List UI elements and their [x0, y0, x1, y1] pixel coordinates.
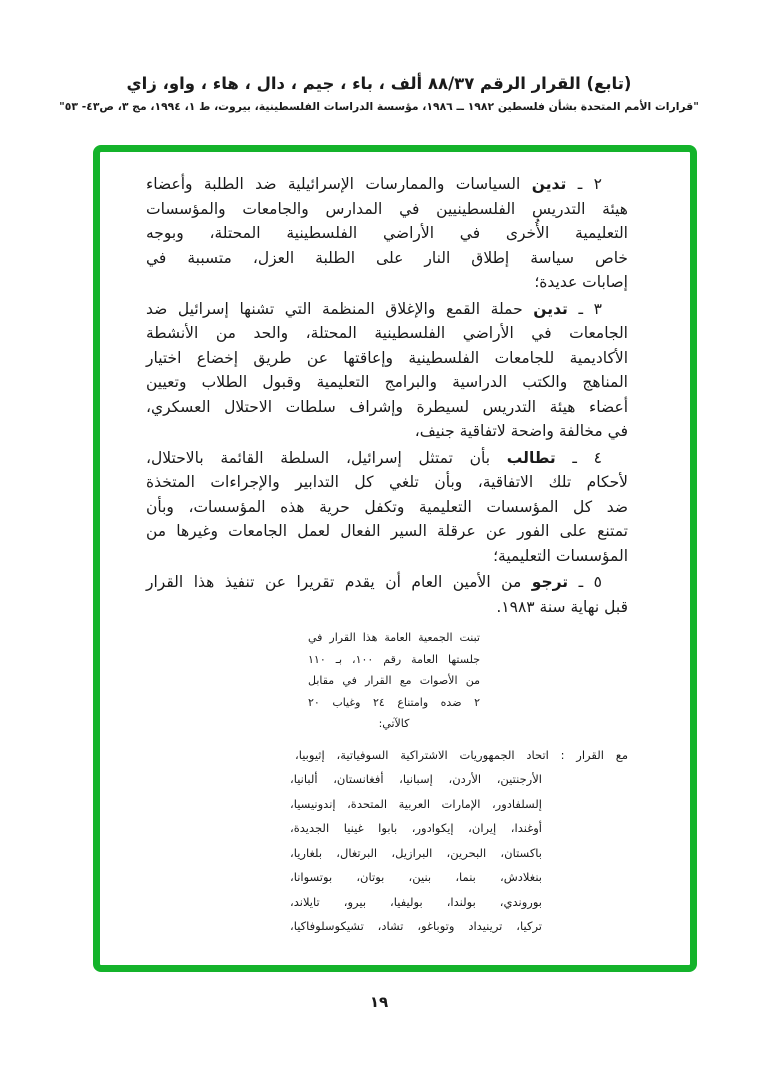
- operative-verb: تطالب: [506, 448, 556, 467]
- country-line: أوغندا، إيران، إيكوادور، بابوا غينيا الجديدة،: [290, 821, 542, 835]
- text-line: لأحكام تلك الاتفاقية، وبأن تلغي كل التدابير والإجراءات المتخذة: [146, 473, 628, 491]
- paragraph-text: من الأمين العام أن يقدم تقريرا عن تنفيذ هذا القرار: [146, 573, 522, 591]
- paragraph-text: حملة القمع والإغلاق المنظمة التي تشنها إسرائيل ضد: [146, 299, 523, 318]
- text-line: ضد كل المؤسسات التعليمية وتكفل حرية هذه المؤسسات، وبأن: [146, 497, 628, 516]
- paragraph-text: السياسات والممارسات الإسرائيلية ضد الطلبة وأعضاء: [146, 175, 521, 193]
- note-line: من الأصوات مع القرار في مقابل: [308, 674, 480, 687]
- source-citation: "قرارات الأمم المتحدة بشأن فلسطين ١٩٨٢ ــ ١٩٨٦، مؤسسة الدراسات الفلسطينية، بيروت، ط ١، ١٩٩٤، مج ٣، ص٤٣- ٥٣": [59, 100, 699, 113]
- text-line: [146, 446, 628, 471]
- note-line: تبنت الجمعية العامة هذا القرار في: [308, 631, 480, 644]
- text-line: في مخالفة واضحة لاتفاقية جنيف،: [414, 422, 628, 440]
- text-line: قبل نهاية سنة ١٩٨٣.: [496, 597, 628, 616]
- operative-verb: تدين: [531, 175, 567, 193]
- page-number: ١٩: [369, 993, 389, 1011]
- paragraph-number: ٤ ـ: [555, 448, 602, 467]
- adoption-note: [308, 627, 480, 735]
- text-line: تمتنع على الفور عن عرقلة السير الفعال لعمل الجامعات وغيرها من: [146, 522, 628, 540]
- paragraph-number: ٣ ـ: [567, 299, 602, 318]
- vote-in-favour-list: [146, 743, 628, 939]
- operative-verb: ترجو: [531, 573, 569, 591]
- operative-verb: تدين: [533, 299, 568, 318]
- country-line: تركيا، ترينيداد وتوباغو، تشاد، تشيكوسلوفاكيا،: [290, 919, 542, 933]
- vote-first-line: [295, 743, 628, 768]
- resolution-title: (تابع) القرار الرقم ٨٨/٣٧ ألف ، باء ، جيم ، دال ، هاء ، واو، زاي: [126, 74, 632, 93]
- text-line: الجامعات في الأراضي الفلسطينية المحتلة، والحد من الأنشطة: [146, 324, 628, 342]
- country-line: بوروندي، بولندا، بوليفيا، بيرو، تايلاند،: [290, 894, 542, 909]
- text-line: خاص سياسة إطلاق النار على الطلبة العزل، متسببة في: [146, 248, 628, 267]
- country-line: الأرجنتين، الأردن، إسبانيا، أفغانستان، ألبانيا،: [290, 772, 542, 786]
- operative-paragraph-2: [146, 172, 628, 295]
- country-line: باكستان، البحرين، البرازيل، البرتغال، بلغاريا،: [290, 845, 542, 860]
- country-line: إلسلفادور، الإمارات العربية المتحدة، إندونيسيا،: [290, 796, 542, 811]
- operative-paragraph-5: [146, 570, 628, 619]
- country-names: اتحاد الجمهوريات الاشتراكية السوفياتية، إثيوبيا،: [295, 747, 549, 762]
- text-line: الأكاديمية للجامعات الفلسطينية وإعاقتها عن طريق إخضاع اختيار: [146, 348, 628, 367]
- paragraph-text: بأن تمتثل إسرائيل، السلطة القائمة بالاحتلال،: [146, 448, 491, 467]
- vote-label: مع القرار :: [560, 747, 628, 762]
- operative-paragraph-3: [146, 297, 628, 444]
- text-line: [146, 172, 628, 197]
- text-line: هيئة التدريس الفلسطينيين في المدارس والجامعات والمؤسسات: [146, 199, 628, 218]
- text-line: إصابات عديدة؛: [534, 273, 628, 291]
- page-header: [0, 74, 758, 113]
- operative-paragraph-4: [146, 446, 628, 569]
- country-line: بنغلادش، بنما، بنين، بوتان، بوتسوانا،: [290, 870, 542, 884]
- text-line: المؤسسات التعليمية؛: [493, 546, 628, 565]
- note-line: كالآتي:: [378, 717, 410, 730]
- note-line: ٢ ضده وامتناع ٢٤ وغياب ٢٠: [308, 695, 480, 709]
- paragraph-number: ٢ ـ: [566, 175, 602, 193]
- text-line: المناهج والكتب الدراسية والبرامج التعليمية وقبول الطلاب وتعيين: [146, 373, 628, 391]
- paragraph-number: ٥ ـ: [568, 573, 602, 591]
- text-line: أعضاء هيئة التدريس لسيطرة وإشراف سلطات الاحتلال العسكري،: [146, 397, 628, 416]
- text-line: التعليمية الأُخرى في الأراضي الفلسطينية المحتلة، وبوجه: [146, 224, 628, 242]
- resolution-text: [146, 170, 628, 939]
- text-line: [146, 570, 628, 595]
- text-line: [146, 297, 628, 322]
- note-line: جلستها العامة رقم ١٠٠، بـ ١١٠: [308, 652, 481, 666]
